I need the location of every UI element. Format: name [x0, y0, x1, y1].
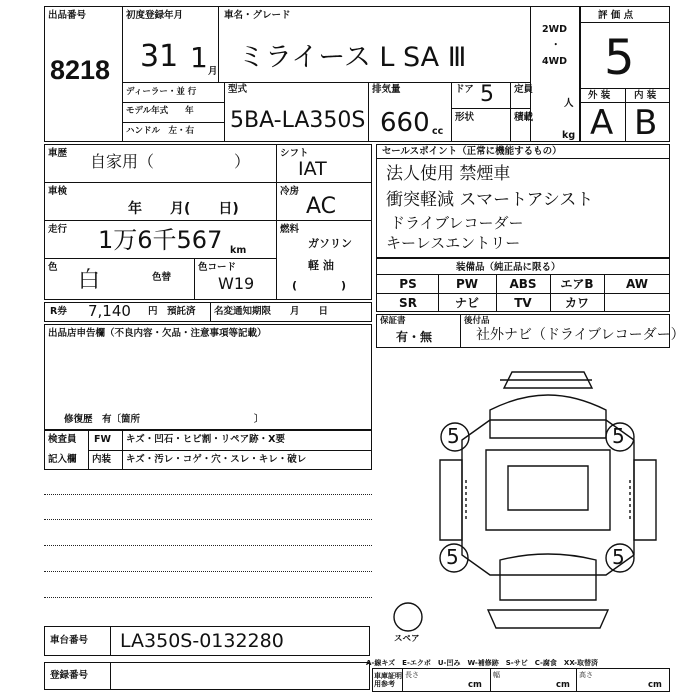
- first-reg-month: 1: [190, 41, 208, 74]
- lot-label: 出品番号: [48, 10, 87, 21]
- tire-front-left: 5: [447, 424, 460, 448]
- mileage-value: 1万6千567: [98, 226, 223, 254]
- car-name-label: 車名・グレード: [224, 10, 291, 21]
- fw-label: FW: [94, 434, 111, 445]
- equip-abs: ABS: [509, 277, 537, 291]
- doors-label: ドア: [455, 84, 474, 95]
- history-label: 車歴: [48, 148, 68, 159]
- fuel-diesel: 軽 油: [308, 259, 334, 272]
- color-label: 色: [48, 262, 58, 273]
- tire-rear-right: 5: [612, 545, 625, 569]
- inspector-label: 検査員: [48, 434, 77, 445]
- load-label: 積載: [514, 112, 534, 123]
- equip-aw: AW: [626, 277, 648, 291]
- height-cm: cm: [648, 680, 662, 690]
- inspection-label: 車検: [48, 186, 68, 197]
- mileage-label: 走行: [48, 224, 68, 235]
- displacement-value: 660: [380, 108, 430, 138]
- name-change-label: 名変通知期限 月 日: [214, 306, 329, 317]
- fuel-paren: ( ): [292, 279, 347, 292]
- type-label: 型式: [228, 84, 248, 95]
- width-cm: cm: [556, 680, 570, 690]
- reg-frame: [44, 662, 370, 690]
- aftermarket-label: 後付品: [464, 316, 490, 326]
- interior-row-label: 内装: [92, 454, 112, 465]
- ac-value: AC: [306, 194, 337, 219]
- color-change-label: 色替: [152, 272, 172, 283]
- yen-label: 円 預託済: [148, 306, 196, 317]
- first-reg-year: 31: [140, 39, 179, 74]
- person-unit: 人: [564, 98, 574, 109]
- ac-label: 冷房: [280, 186, 300, 197]
- equip-navi: ナビ: [454, 296, 479, 310]
- sales-label: セールスポイント（正常に機能するもの）: [382, 146, 562, 157]
- length-label: 長さ: [405, 671, 419, 679]
- sales-line-4: キーレスエントリー: [386, 234, 521, 252]
- type-value: 5BA-LA350S: [230, 108, 366, 133]
- equip-tv: TV: [514, 296, 532, 310]
- color-value: 白: [78, 268, 101, 293]
- first-reg-label: 初度登録年月: [126, 10, 184, 21]
- warranty-label: 保証書: [380, 316, 406, 326]
- dealer-label: ディーラー・並 行: [126, 87, 197, 97]
- cert-label: 車庫証明用参考: [374, 672, 402, 688]
- drive-2wd: 2WD: [542, 24, 567, 35]
- chassis-value: LA350S-0132280: [120, 630, 284, 652]
- drive-dot: ・: [551, 40, 561, 51]
- history-value: 自家用（ ）: [90, 152, 251, 171]
- mileage-km: km: [230, 245, 247, 256]
- warranty-value: 有・無: [396, 330, 433, 344]
- color-code-label: 色コード: [198, 262, 237, 273]
- aftermarket-value: 社外ナビ（ドライブレコーダー）: [476, 327, 685, 343]
- equip-ps: PS: [399, 277, 417, 291]
- chassis-label: 車台番号: [50, 635, 89, 646]
- kg-unit: kg: [562, 130, 576, 141]
- capacity-label: 定員: [514, 84, 534, 95]
- inspection-value: 年 月( 日): [128, 201, 239, 217]
- spare-label: スペア: [394, 634, 420, 644]
- notes-label: 出品店申告欄（不良内容・欠品・注意事項等記載）: [48, 328, 267, 339]
- exterior-grade: A: [590, 103, 614, 143]
- equip-pw: PW: [455, 277, 479, 291]
- width-label: 幅: [493, 671, 500, 679]
- tire-front-right: 5: [612, 424, 625, 448]
- shift-label: シフト: [280, 148, 309, 159]
- model-year-label: モデル年式 年: [126, 106, 194, 116]
- car-name: ミライース L SA Ⅲ: [238, 42, 467, 73]
- recycle-label: R券: [50, 306, 67, 317]
- interior-items: キズ・汚レ・コゲ・穴・スレ・キレ・破レ: [126, 454, 307, 465]
- equip-airbag: エアB: [560, 277, 594, 291]
- color-code-value: W19: [218, 274, 255, 293]
- handle-label: ハンドル 左・右: [126, 126, 195, 136]
- height-label: 高さ: [579, 671, 593, 679]
- doors-value: 5: [480, 82, 494, 107]
- equipment-label: 装備品（純正品に限る）: [456, 262, 561, 273]
- fuel-gas: ガソリン: [308, 237, 352, 250]
- drive-4wd: 4WD: [542, 56, 567, 67]
- interior-grade: B: [634, 103, 658, 143]
- sales-line-2: 衝突軽減 スマートアシスト: [386, 190, 594, 210]
- grade-label: 評 価 点: [598, 10, 634, 21]
- recycle-value: 7,140: [88, 302, 131, 320]
- month-unit: 月: [208, 66, 218, 77]
- grade-score: 5: [604, 30, 635, 86]
- cc-unit: cc: [432, 126, 444, 137]
- sales-line-3: ドライブレコーダー: [390, 214, 524, 232]
- displacement-label: 排気量: [372, 84, 401, 95]
- fuel-label: 燃料: [280, 224, 300, 235]
- length-cm: cm: [468, 680, 482, 690]
- equip-leather: カワ: [564, 296, 589, 310]
- repair-label: 修復歴 有〔箇所 〕: [64, 414, 264, 425]
- equip-sr: SR: [399, 296, 417, 310]
- exterior-label: 外 装: [588, 90, 611, 101]
- shift-value: IAT: [298, 158, 327, 180]
- tire-rear-left: 5: [446, 545, 459, 569]
- shape-label: 形状: [455, 112, 475, 123]
- sales-line-1: 法人使用 禁煙車: [386, 164, 511, 184]
- inspector-label-2: 記入欄: [48, 454, 77, 465]
- lot-number: 8218: [50, 55, 111, 85]
- legend: A-線キズ E-エクボ U-凹み W-補修跡 S-サビ C-腐食 XX-取替済: [366, 659, 599, 667]
- fw-items: キズ・凹石・ヒビ割・リペア跡・X要: [126, 434, 285, 445]
- reg-label: 登録番号: [50, 670, 89, 681]
- interior-label: 内 装: [634, 90, 657, 101]
